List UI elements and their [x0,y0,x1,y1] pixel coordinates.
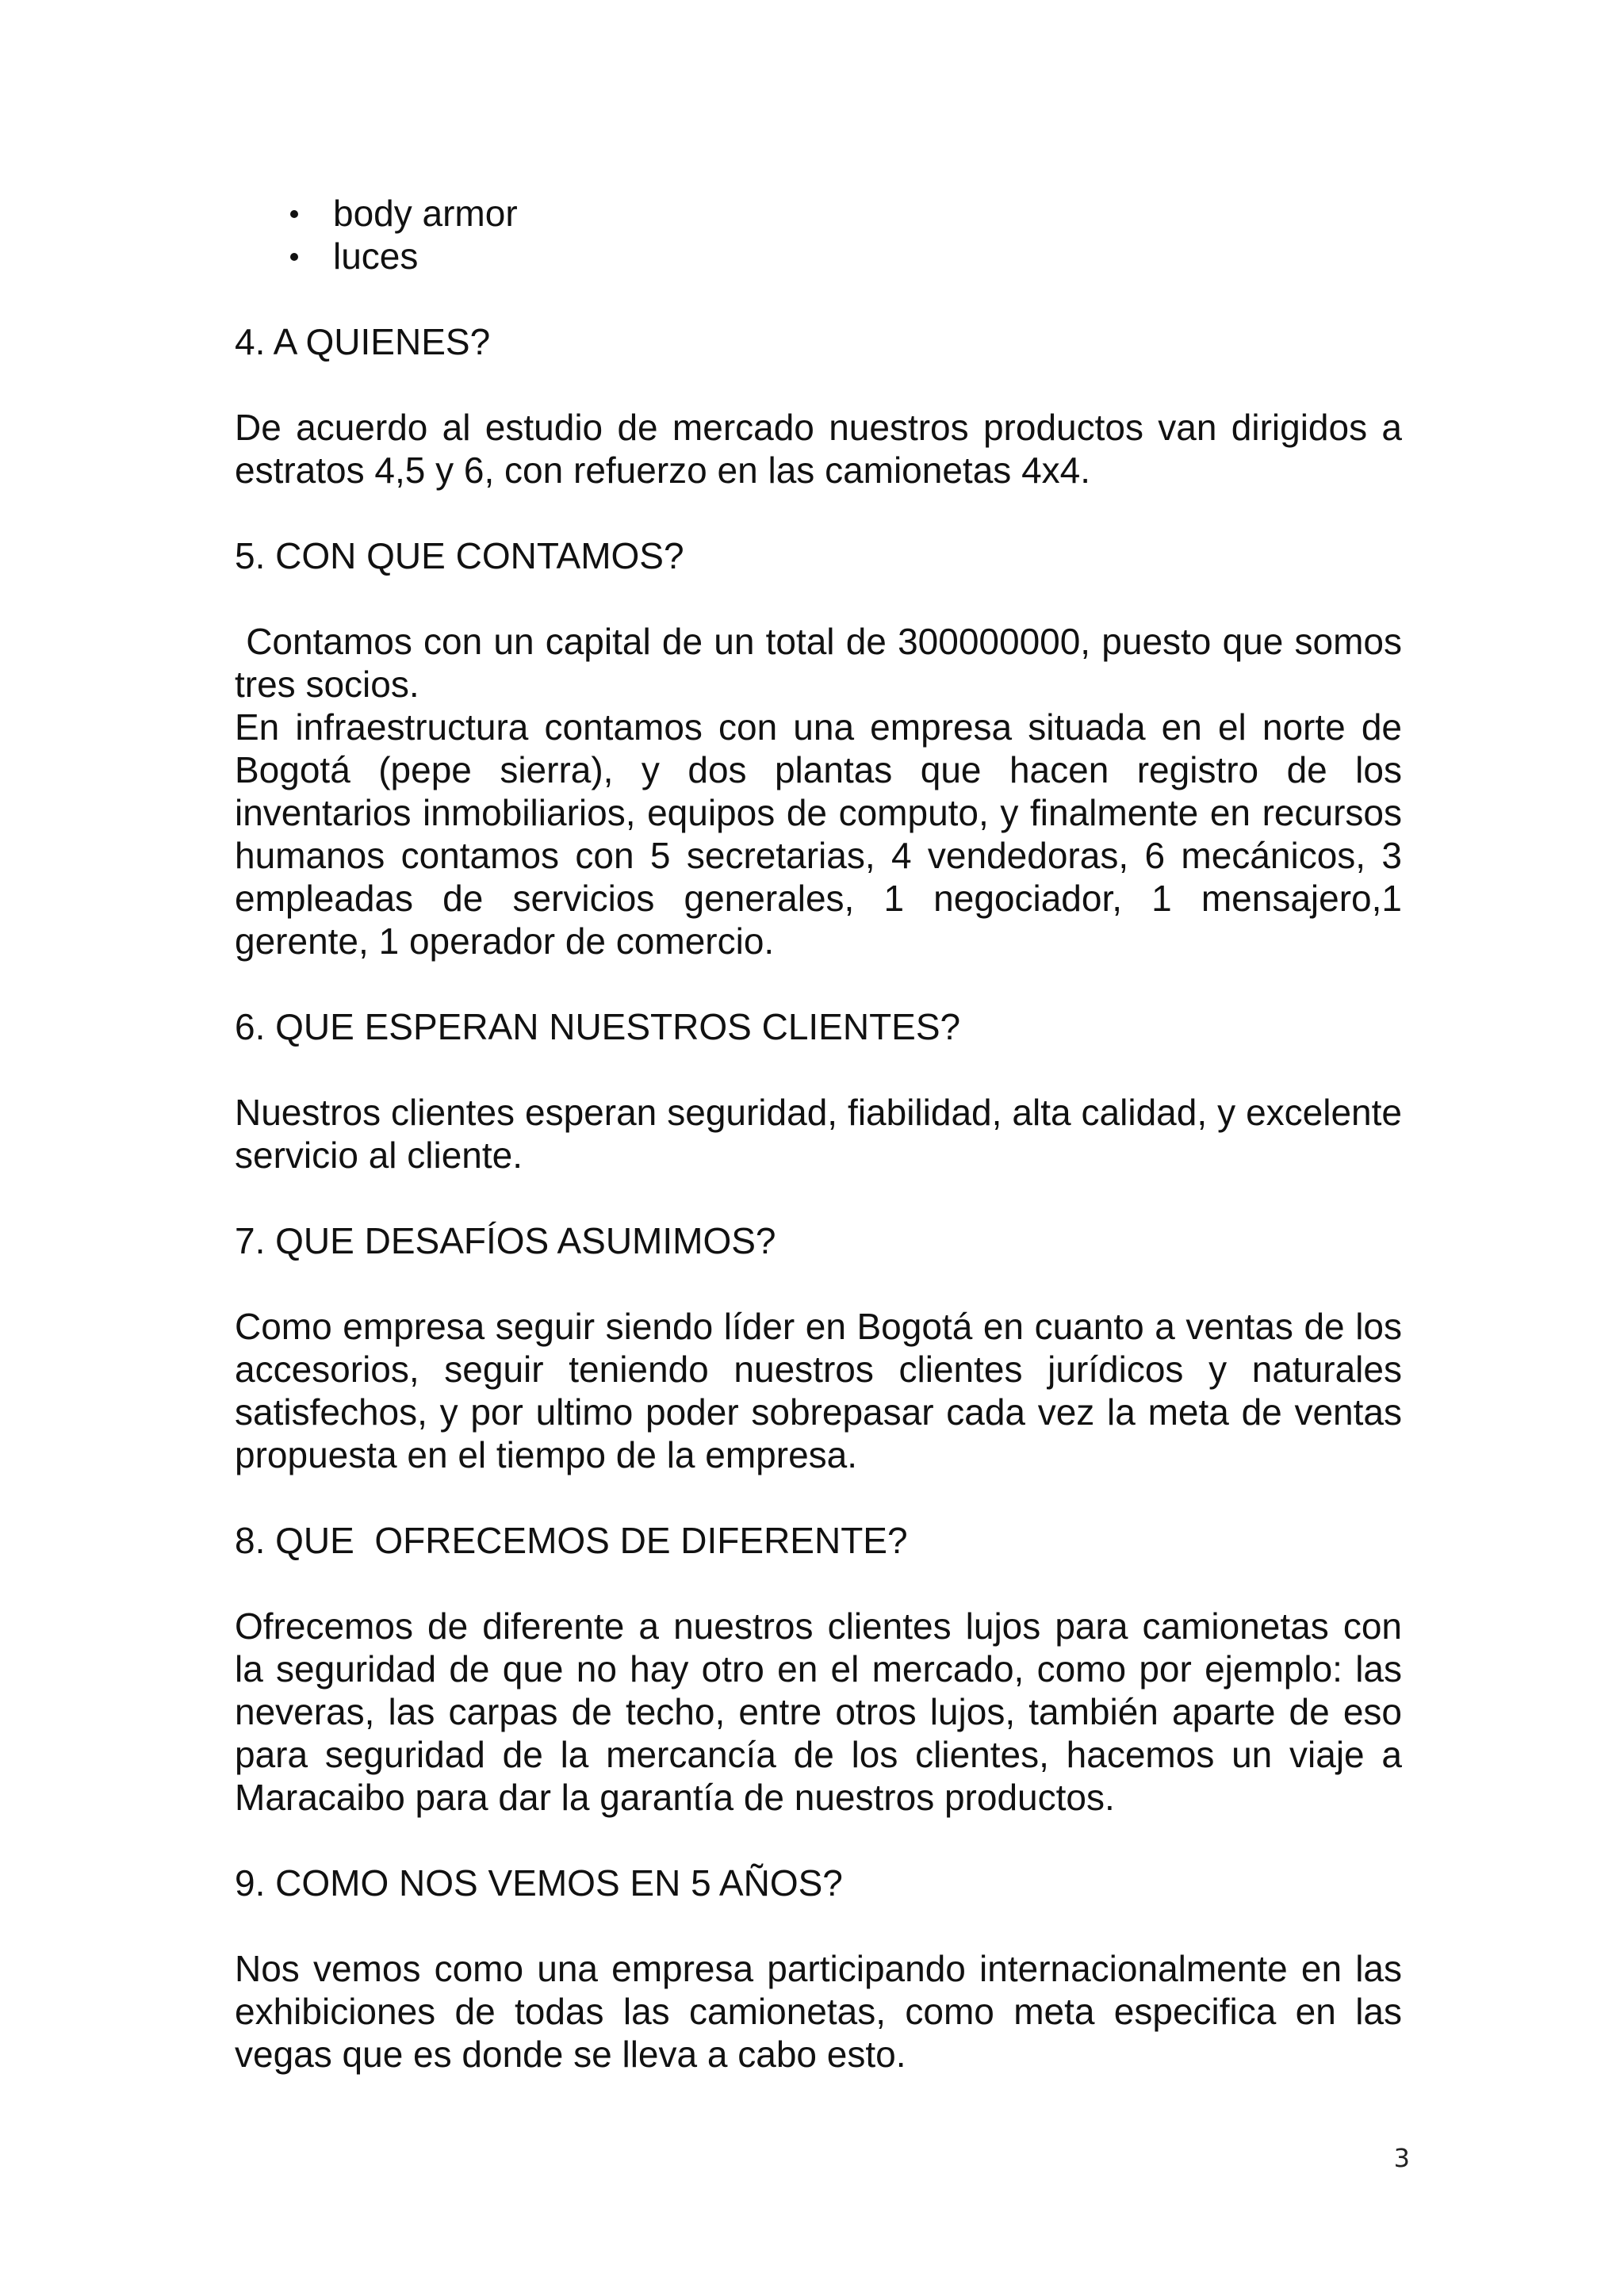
spacer [235,1904,1402,1947]
bullet-item [235,235,1402,277]
section-heading: 7. QUE DESAFÍOS ASUMIMOS? [235,1220,776,1261]
section-paragraph: De acuerdo al estudio de mercado nuestros productos van dirigidos a estratos 4,5 y 6, con refuerzo en las camionetas 4x4. [235,407,1402,491]
section-4 [235,320,1402,534]
section-paragraph: Nuestros clientes esperan seguridad, fiabilidad, alta calidad, y excelente servicio al cliente. [235,1092,1402,1176]
section-paragraph: Ofrecemos de diferente a nuestros clientes lujos para camionetas con la seguridad de que no hay otro en el mercado, como por ejemplo: las neveras, las carpas de techo, entre otros lujos, también aparte de eso para seguridad de la mercancía de los clientes, hacemos un viaje a Maracaibo para dar la garantía de nuestros productos. [235,1605,1402,1818]
section-7 [235,1219,1402,1519]
spacer [235,492,1402,534]
section-paragraph: En infraestructura contamos con una empresa situada en el norte de Bogotá (pepe sierra), y dos plantas que hacen registro de los inventarios inmobiliarios, equipos de computo, y finalmente en recursos humanos contamos con 5 secretarias, 4 vendedoras, 6 mecánicos, 3 empleadas de servicios generales, 1 negociador, 1 mensajero,1 gerente, 1 operador de comercio. [235,706,1402,962]
spacer [235,1819,1402,1862]
page-content [235,192,1412,2076]
section-8 [235,1519,1402,1862]
section-paragraph: Como empresa seguir siendo líder en Bogotá en cuanto a ventas de los accesorios, seguir teniendo nuestros clientes jurídicos y naturales satisfechos, y por ultimo poder sobrepasar cada vez la meta de ventas propuesta en el tiempo de la empresa. [235,1306,1402,1475]
spacer [235,1262,1402,1305]
section-heading: 9. COMO NOS VEMOS EN 5 AÑOS? [235,1862,843,1904]
bullet-dot-icon [290,210,298,218]
section-heading: 4. A QUIENES? [235,321,491,362]
section-9 [235,1862,1402,2076]
section-5 [235,534,1412,1005]
bullet-dot-icon [290,253,298,261]
spacer [235,1048,1402,1091]
spacer [235,1476,1402,1519]
section-paragraph: Contamos con un capital de un total de 300000000, puesto que somos tres socios. [235,621,1412,705]
spacer [235,577,1402,620]
spacer [235,277,1402,320]
spacer [235,1177,1402,1219]
bullet-text: luces [333,235,419,277]
spacer [235,1562,1402,1605]
section-heading: 8. QUE OFRECEMOS DE DIFERENTE? [235,1520,908,1561]
section-heading: 5. CON QUE CONTAMOS? [235,535,684,576]
bullet-list [235,192,1402,277]
section-6 [235,1005,1402,1219]
bullet-item [235,192,1402,235]
section-heading: 6. QUE ESPERAN NUESTROS CLIENTES? [235,1006,961,1047]
section-paragraph: Nos vemos como una empresa participando internacionalmente en las exhibiciones de todas las camionetas, como meta especifica en las vegas que es donde se lleva a cabo esto. [235,1948,1402,2075]
spacer [235,962,1402,1005]
bullet-text: body armor [333,193,518,234]
spacer [235,363,1402,406]
page-number: 3 [1393,2143,1410,2173]
